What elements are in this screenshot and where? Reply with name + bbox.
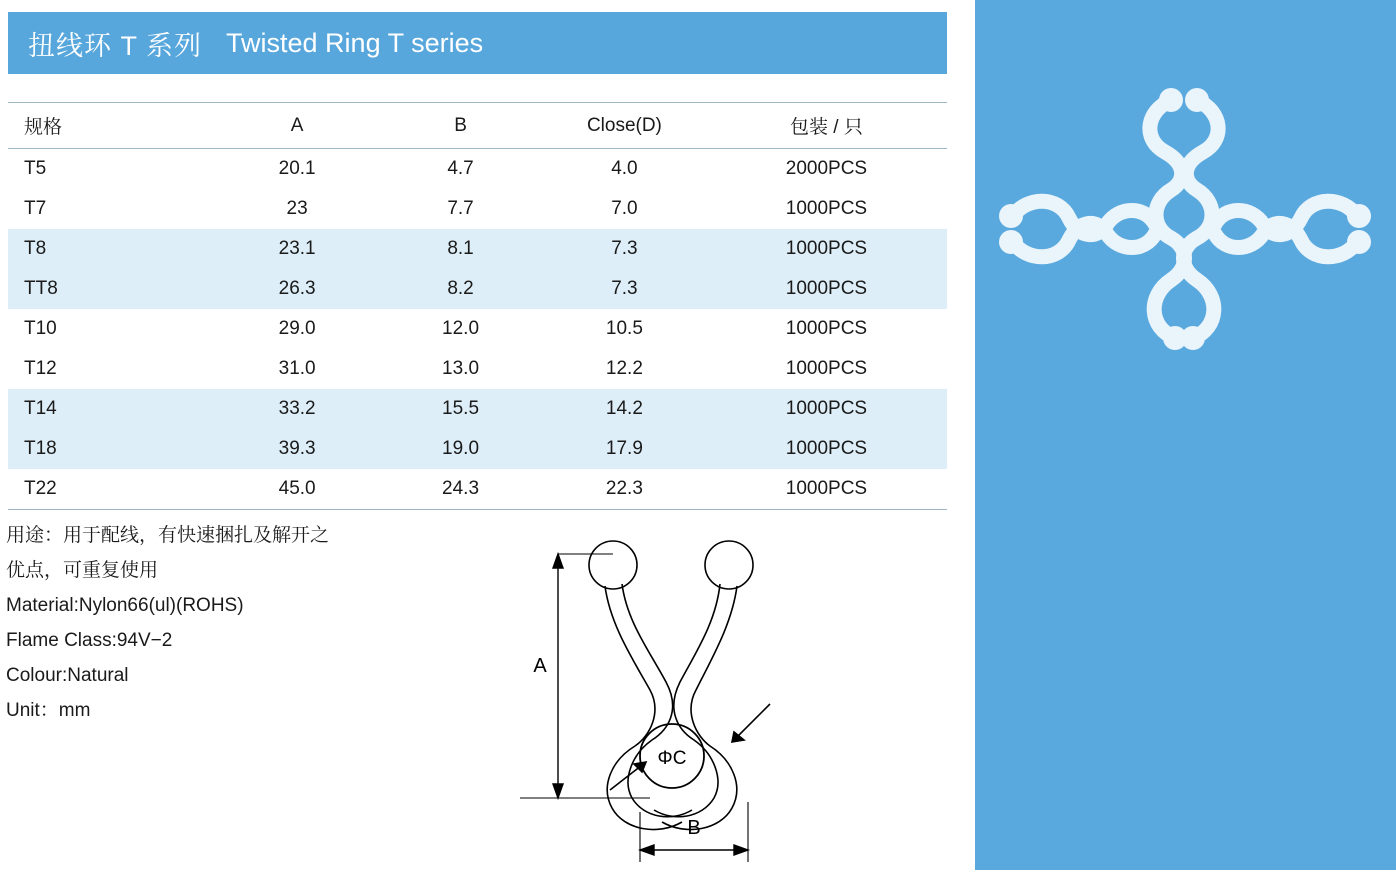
cell-b: 19.0 <box>378 429 543 469</box>
table-row <box>8 309 947 349</box>
note-line: Colour:Natural <box>6 665 129 686</box>
table-row <box>8 229 947 269</box>
drawing-svg <box>500 540 840 870</box>
table-row <box>8 149 947 190</box>
table-row <box>8 429 947 469</box>
cell-a: 33.2 <box>216 389 378 429</box>
table-row <box>8 469 947 510</box>
cell-spec: T5 <box>24 158 47 179</box>
cell-packing: 1000PCS <box>785 358 868 379</box>
cell-b: 13.0 <box>442 358 480 379</box>
cell-close: 7.0 <box>611 198 638 219</box>
cell-packing: 2000PCS <box>785 158 868 179</box>
note-line: 优点，可重复使用 <box>6 560 159 581</box>
column-header-a: A <box>216 103 378 149</box>
cell-b: 12.0 <box>442 318 480 339</box>
product-illustration-svg <box>975 60 1396 360</box>
table-row <box>8 189 947 229</box>
page-title-bar <box>8 12 947 74</box>
table-row <box>8 349 947 389</box>
cell-packing: 1000PCS <box>706 389 947 429</box>
note-line: 用途：用于配线，有快速捆扎及解开之 <box>6 525 330 546</box>
cell-close: 14.2 <box>543 389 706 429</box>
cell-packing: 1000PCS <box>785 198 868 219</box>
cell-spec: T18 <box>8 429 216 469</box>
cell-close: 4.0 <box>611 158 638 179</box>
table-header-row <box>8 103 947 149</box>
cell-close: 7.3 <box>543 229 706 269</box>
cell-spec: TT8 <box>8 269 216 309</box>
dimension-label-a: A <box>533 655 547 677</box>
ball-ends <box>999 88 1371 350</box>
cell-close: 17.9 <box>543 429 706 469</box>
twisted-ring-shapes <box>1013 100 1357 338</box>
ball-end-right <box>705 541 753 589</box>
column-header-spec: 规格 <box>8 103 216 149</box>
note-line: Material:Nylon66(ul)(ROHS) <box>6 595 244 616</box>
cell-spec: T10 <box>24 318 57 339</box>
cell-close: 10.5 <box>605 318 643 339</box>
note-line: Unit：mm <box>6 700 91 721</box>
product-notes <box>6 518 329 728</box>
page-title-cn: 扭线环 T 系列 <box>28 30 203 61</box>
cell-a: 26.3 <box>216 269 378 309</box>
cell-a: 23 <box>286 198 308 219</box>
cell-b: 4.7 <box>447 158 474 179</box>
table-row <box>8 269 947 309</box>
cell-spec: T22 <box>8 469 216 510</box>
cell-b: 15.5 <box>378 389 543 429</box>
cell-close: 12.2 <box>605 358 643 379</box>
column-header-close: Close(D) <box>543 103 706 149</box>
cell-a: 23.1 <box>216 229 378 269</box>
cell-a: 39.3 <box>216 429 378 469</box>
cell-packing: 1000PCS <box>706 269 947 309</box>
technical-drawing <box>500 540 840 870</box>
cell-close: 7.3 <box>543 269 706 309</box>
product-illustration <box>975 60 1396 360</box>
cell-packing: 1000PCS <box>706 229 947 269</box>
specification-table <box>8 102 947 510</box>
cell-a: 20.1 <box>278 158 316 179</box>
note-line: Flame Class:94V−2 <box>6 630 173 651</box>
right-blue-panel <box>975 0 1396 870</box>
cell-spec: T7 <box>24 198 47 219</box>
table-row <box>8 389 947 429</box>
cell-close: 22.3 <box>543 469 706 510</box>
column-header-b: B <box>378 103 543 149</box>
cell-b: 8.1 <box>378 229 543 269</box>
cell-b: 8.2 <box>378 269 543 309</box>
cell-spec: T8 <box>8 229 216 269</box>
ball-end-left <box>589 541 637 589</box>
cell-spec: T12 <box>24 358 57 379</box>
dimension-label-b: B <box>687 817 701 839</box>
cell-b: 24.3 <box>378 469 543 510</box>
ring-outline <box>605 584 737 830</box>
dimension-label-c: ΦC <box>657 748 687 769</box>
cell-b: 7.7 <box>447 198 474 219</box>
cell-packing: 1000PCS <box>785 318 868 339</box>
cell-packing: 1000PCS <box>706 469 947 510</box>
cell-packing: 1000PCS <box>706 429 947 469</box>
cell-a: 31.0 <box>278 358 316 379</box>
column-header-packing: 包装 / 只 <box>706 103 947 149</box>
cell-spec: T14 <box>8 389 216 429</box>
cell-a: 45.0 <box>216 469 378 510</box>
cell-a: 29.0 <box>278 318 316 339</box>
page-title-en: Twisted Ring T series <box>226 27 484 58</box>
